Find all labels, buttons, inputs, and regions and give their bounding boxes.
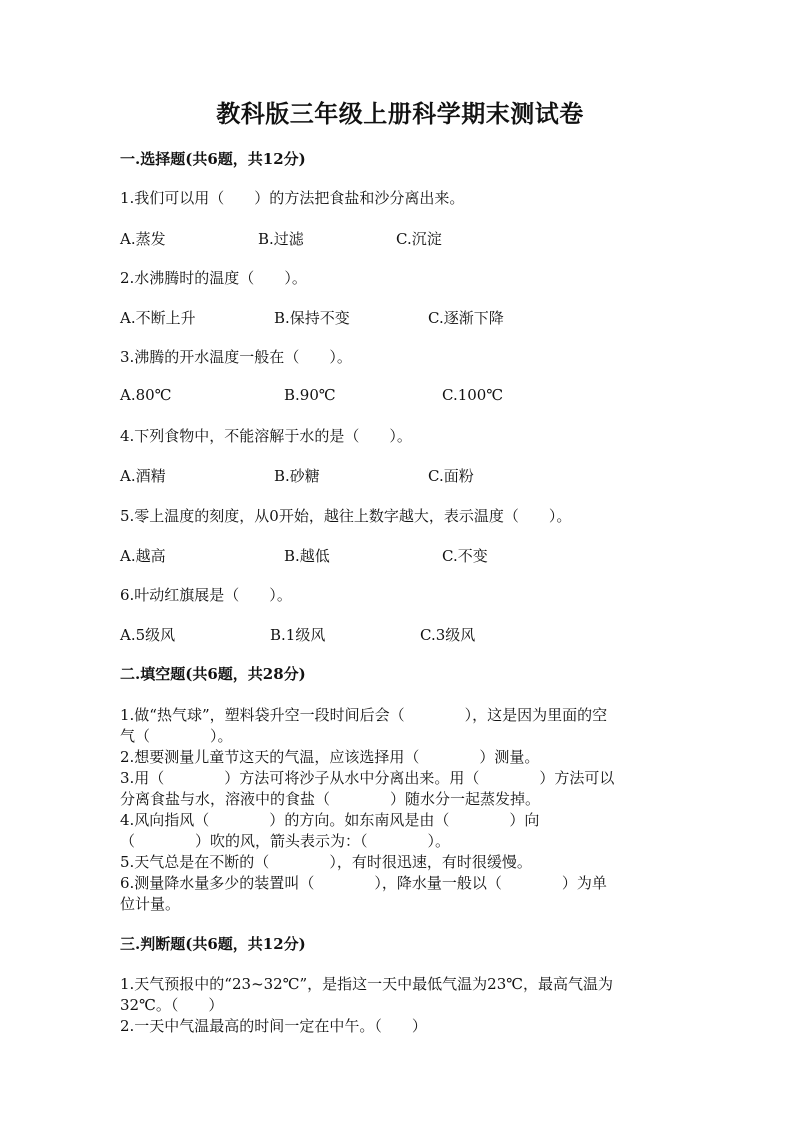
option-b: B.90℃ bbox=[284, 386, 336, 404]
fill-question-line: 3.用（ ）方法可将沙子从水中分离出来。用（ ）方法可以 bbox=[120, 769, 615, 787]
option-c: C.不变 bbox=[442, 547, 488, 565]
option-a: A.越高 bbox=[120, 547, 166, 565]
judge-question-line: 1.天气预报中的“23~32℃”，是指这一天中最低气温为23℃，最高气温为 bbox=[120, 975, 614, 993]
option-b: B.砂糖 bbox=[274, 467, 320, 485]
option-c: C.逐渐下降 bbox=[428, 309, 504, 327]
option-b: B.保持不变 bbox=[274, 309, 350, 327]
option-c: C.100℃ bbox=[442, 386, 504, 404]
option-b: B.过滤 bbox=[258, 230, 304, 248]
option-b: B.1级风 bbox=[270, 626, 326, 644]
page-title: 教科版三年级上册科学期末测试卷 bbox=[216, 99, 584, 128]
question-stem: 1.我们可以用（ ）的方法把食盐和沙分离出来。 bbox=[120, 189, 465, 207]
question-stem: 3.沸腾的开水温度一般在（ ）。 bbox=[120, 348, 352, 366]
fill-question-line: （ ）吹的风，箭头表示为：（ ）。 bbox=[120, 832, 451, 850]
option-a: A.蒸发 bbox=[120, 230, 166, 248]
fill-question-line: 分离食盐与水，溶液中的食盐（ ）随水分一起蒸发掉。 bbox=[120, 790, 541, 808]
section-heading-judge: 三.判断题(共6题，共12分) bbox=[120, 935, 306, 953]
fill-question-line: 气（ ）。 bbox=[120, 727, 233, 745]
fill-question-line: 4.风向指风（ ）的方向。如东南风是由（ ）向 bbox=[120, 811, 540, 829]
option-a: A.酒精 bbox=[120, 467, 166, 485]
option-a: A.5级风 bbox=[120, 626, 176, 644]
section-heading-choice: 一.选择题(共6题，共12分) bbox=[120, 150, 306, 168]
option-c: C.面粉 bbox=[428, 467, 474, 485]
option-c: C.3级风 bbox=[420, 626, 476, 644]
fill-question-line: 位计量。 bbox=[120, 895, 181, 913]
question-stem: 6.叶动红旗展是（ ）。 bbox=[120, 586, 292, 604]
option-c: C.沉淀 bbox=[396, 230, 442, 248]
question-stem: 4.下列食物中，不能溶解于水的是（ ）。 bbox=[120, 427, 412, 445]
option-a: A.不断上升 bbox=[120, 309, 196, 327]
fill-question-line: 2.想要测量儿童节这天的气温，应该选择用（ ）测量。 bbox=[120, 748, 540, 766]
fill-question-line: 5.天气总是在不断的（ ），有时很迅速，有时很缓慢。 bbox=[120, 853, 532, 871]
question-stem: 5.零上温度的刻度，从0开始，越往上数字越大，表示温度（ ）。 bbox=[120, 507, 572, 525]
fill-question-line: 6.测量降水量多少的装置叫（ ），降水量一般以（ ）为单 bbox=[120, 874, 607, 892]
option-b: B.越低 bbox=[284, 547, 330, 565]
section-heading-fill: 二.填空题(共6题，共28分) bbox=[120, 665, 306, 683]
question-stem: 2.水沸腾时的温度（ ）。 bbox=[120, 269, 307, 287]
judge-question-line: 32℃。（ ） bbox=[120, 996, 224, 1014]
option-a: A.80℃ bbox=[120, 386, 172, 404]
judge-question-line: 2.一天中气温最高的时间一定在中午。（ ） bbox=[120, 1017, 427, 1035]
fill-question-line: 1.做“热气球”，塑料袋升空一段时间后会（ ），这是因为里面的空 bbox=[120, 706, 608, 724]
